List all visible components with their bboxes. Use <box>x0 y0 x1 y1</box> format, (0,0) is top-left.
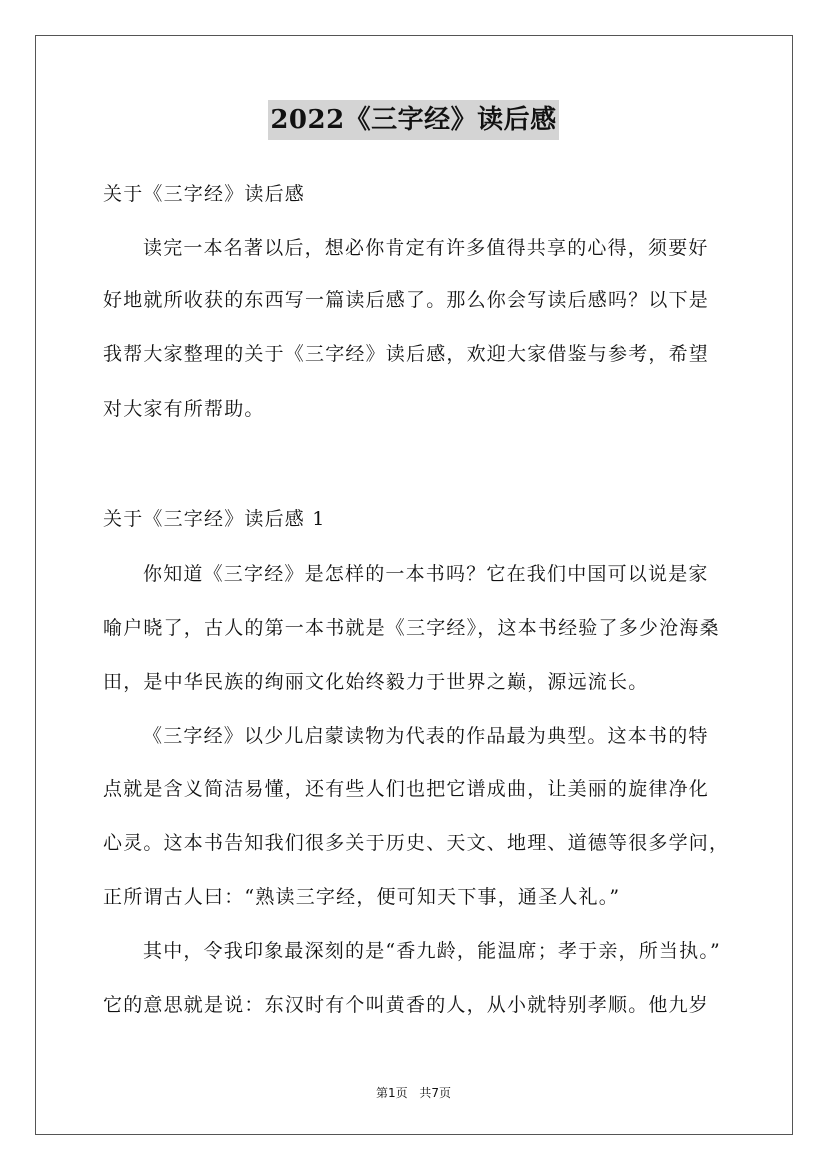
page-footer <box>0 1084 827 1101</box>
paragraph-line: 我帮大家整理的关于《三字经》读后感，欢迎大家借鉴与参考，希望 <box>103 343 710 365</box>
paragraph-line: 好地就所收获的东西写一篇读后感了。那么你会写读后感吗？以下是 <box>103 289 710 311</box>
page-number: 第1页 <box>375 1086 408 1100</box>
paragraph-line: 点就是含义简洁易懂，还有些人们也把它谱成曲，让美丽的旋律净化 <box>103 778 710 800</box>
section-heading: 关于《三字经》读后感 1 <box>103 508 326 530</box>
intro-heading: 关于《三字经》读后感 <box>103 183 306 205</box>
document-title: 2022《三字经》读后感 <box>268 100 558 140</box>
page-total: 共7页 <box>419 1086 452 1100</box>
paragraph-line: 正所谓古人曰：“熟读三字经，便可知天下事，通圣人礼。” <box>103 886 621 908</box>
paragraph-line: 读完一本名著以后，想必你肯定有许多值得共享的心得，须要好 <box>143 237 709 259</box>
paragraph-line: 它的意思就是说：东汉时有个叫黄香的人，从小就特别孝顺。他九岁 <box>103 994 710 1016</box>
paragraph-line: 心灵。这本书告知我们很多关于历史、天文、地理、道德等很多学问， <box>103 832 730 854</box>
paragraph-line: 其中，令我印象最深刻的是“香九龄，能温席；孝于亲，所当执。” <box>143 940 721 962</box>
paragraph-line: 对大家有所帮助。 <box>103 398 265 420</box>
paragraph-line: 《三字经》以少儿启蒙读物为代表的作品最为典型。这本书的特 <box>143 725 709 747</box>
paragraph-line: 你知道《三字经》是怎样的一本书吗？它在我们中国可以说是家 <box>143 563 709 585</box>
paragraph-line: 喻户晓了，古人的第一本书就是《三字经》，这本书经验了多少沧海桑 <box>103 617 720 639</box>
paragraph-line: 田，是中华民族的绚丽文化始终毅力于世界之巅，源远流长。 <box>103 671 649 693</box>
title-container <box>0 100 827 140</box>
